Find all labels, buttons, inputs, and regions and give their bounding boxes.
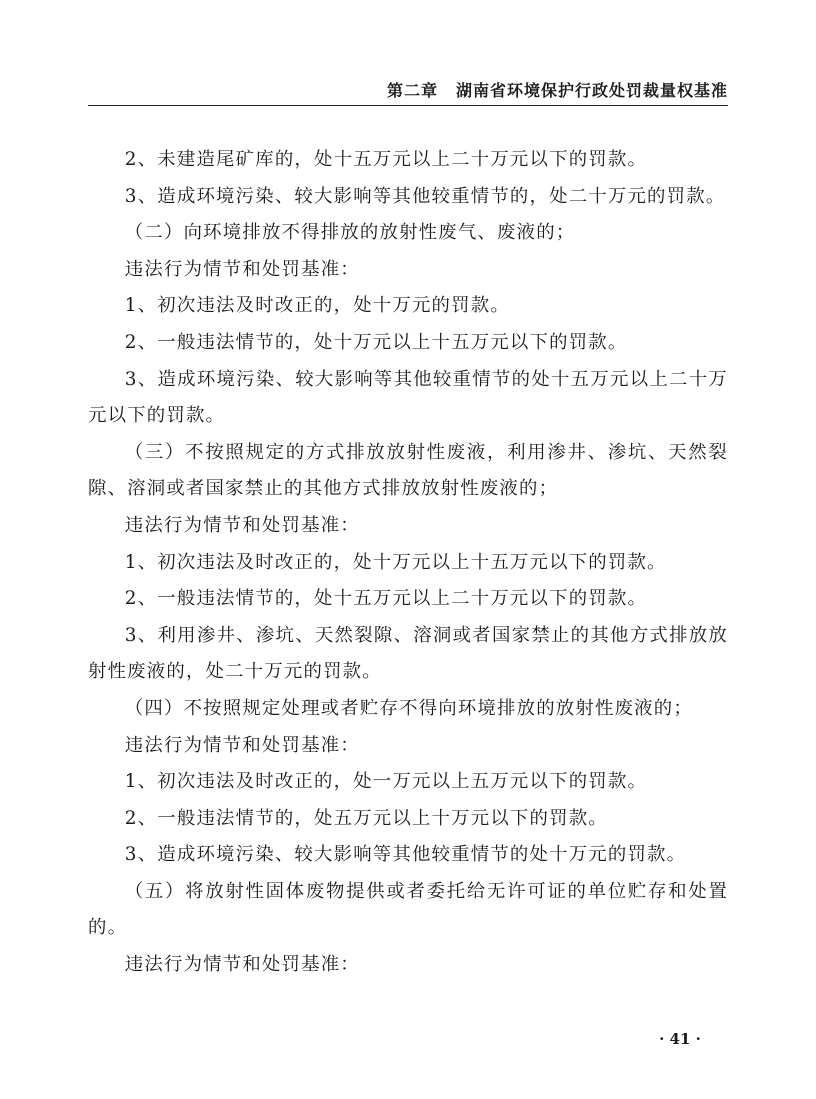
paragraph: 2、一般违法情节的，处五万元以上十万元以下的罚款。 xyxy=(124,807,608,829)
section-heading: （二）向环境排放不得排放的放射性废气、废液的； xyxy=(124,222,576,244)
document-title: 湖南省环境保护行政处罚裁量权基准 xyxy=(455,81,728,100)
paragraph: 2、一般违法情节的，处十五万元以上二十万元以下的罚款。 xyxy=(124,588,648,610)
paragraph: 2、未建造尾矿库的，处十五万元以上二十万元以下的罚款。 xyxy=(124,149,648,170)
section-heading: （四）不按照规定处理或者贮存不得向环境排放的放射性废液的； xyxy=(124,697,693,719)
subheading: 违法行为情节和处罚基准： xyxy=(124,258,360,280)
paragraph: 2、一般违法情节的，处十万元以上十五万元以下的罚款。 xyxy=(124,331,628,353)
paragraph: 3、造成环境污染、较大影响等其他较重情节的处十万元的罚款。 xyxy=(124,844,687,866)
subheading: 违法行为情节和处罚基准： xyxy=(124,954,360,976)
header-divider xyxy=(88,105,728,106)
paragraph: 1、初次违法及时改正的，处十万元的罚款。 xyxy=(124,295,510,317)
page-number: · 41 · xyxy=(659,1030,701,1048)
section-heading: （三）不按照规定的方式排放放射性废液，利用渗井、渗坑、天然裂隙、溶洞或者国家禁止的其他方式排放放射性废液的； xyxy=(88,441,728,500)
paragraph: 3、造成环境污染、较大影响等其他较重情节的处十五万元以上二十万元以下的罚款。 xyxy=(88,368,728,427)
page-body xyxy=(88,142,728,984)
paragraph: 1、初次违法及时改正的，处十万元以上十五万元以下的罚款。 xyxy=(124,551,667,573)
subheading: 违法行为情节和处罚基准： xyxy=(124,514,360,536)
paragraph: 3、造成环境污染、较大影响等其他较重情节的，处二十万元的罚款。 xyxy=(124,185,726,207)
paragraph: 1、初次违法及时改正的，处一万元以上五万元以下的罚款。 xyxy=(124,771,648,793)
subheading: 违法行为情节和处罚基准： xyxy=(124,734,360,756)
running-header xyxy=(88,78,728,101)
section-heading: （五）将放射性固体废物提供或者委托给无许可证的单位贮存和处置的。 xyxy=(88,880,728,939)
paragraph: 3、利用渗井、渗坑、天然裂隙、溶洞或者国家禁止的其他方式排放放射性废液的，处二十万元的罚款。 xyxy=(88,624,728,683)
chapter-label: 第二章 xyxy=(386,81,438,100)
